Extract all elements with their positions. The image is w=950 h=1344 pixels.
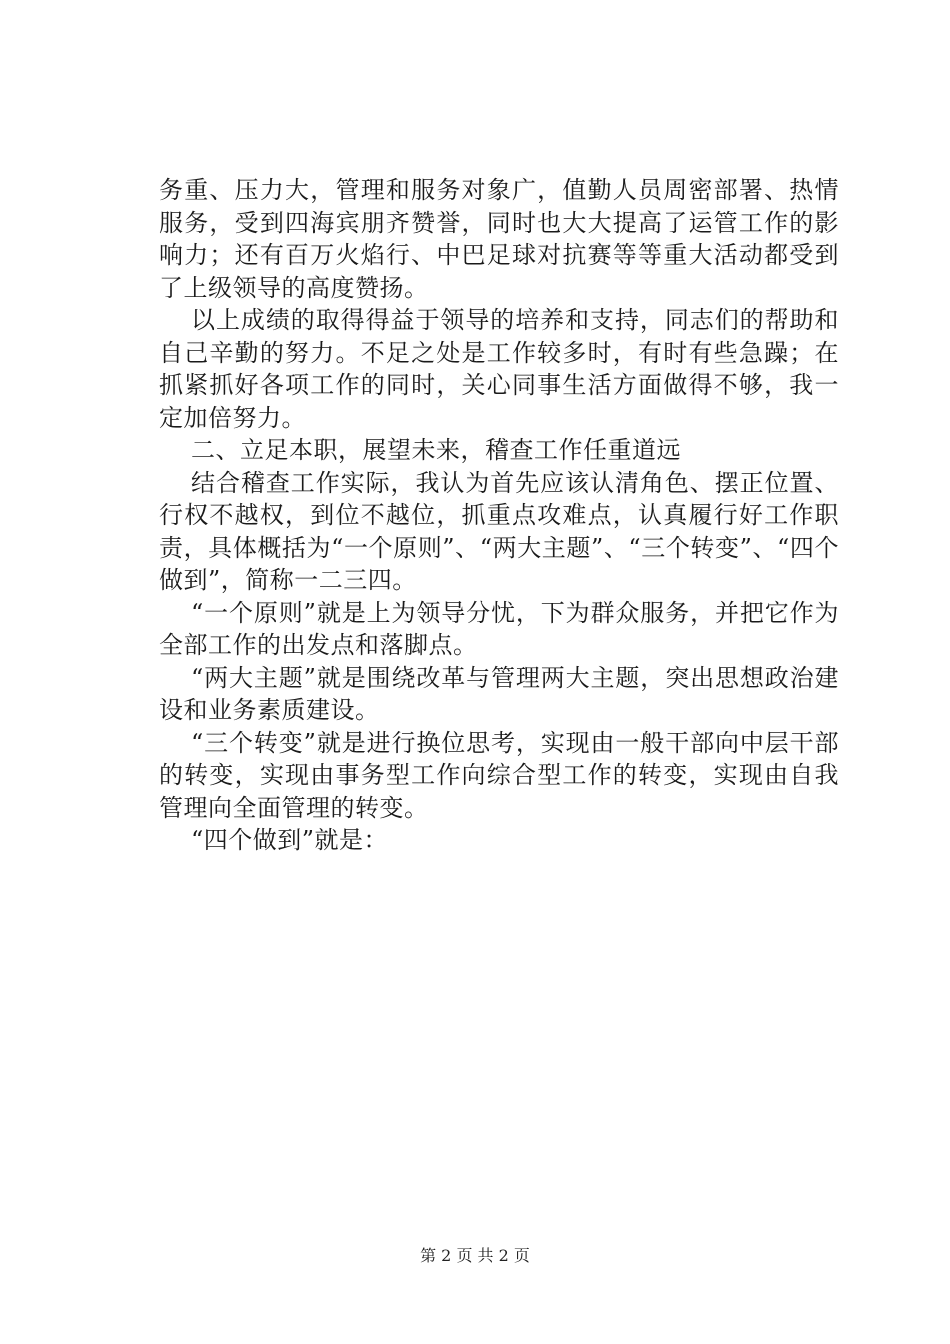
paragraph-7: “四个做到”就是：	[191, 826, 389, 854]
page-footer: 第 2 页 共 2 页	[420, 1246, 530, 1265]
paragraph-6: “三个转变”就是进行换位思考，实现由一般干部向中层干部的转变，实现由事务型工作向综合型工作的转变，实现由自我管理向全面管理的转变。	[159, 728, 839, 822]
paragraph-2: 以上成绩的取得得益于领导的培养和支持，同志们的帮助和自己辛勤的努力。不足之处是工作较多时，有时有些急躁；在抓紧抓好各项工作的同时，关心同事生活方面做得不够，我一定加倍努力。	[159, 306, 839, 432]
document-body	[159, 174, 839, 857]
section-heading: 二、立足本职，展望未来，稽查工作任重道远	[191, 436, 681, 464]
paragraph-3: 结合稽查工作实际，我认为首先应该认清角色、摆正位置、行权不越权，到位不越位，抓重点攻难点，认真履行好工作职责，具体概括为“一个原则”、“两大主题”、“三个转变”、“四个做到”，简称一二三四。	[159, 468, 839, 594]
paragraph-4: “一个原则”就是上为领导分忧，下为群众服务，并把它作为全部工作的出发点和落脚点。	[159, 598, 839, 659]
paragraph-5: “两大主题”就是围绕改革与管理两大主题，突出思想政治建设和业务素质建设。	[159, 663, 839, 724]
paragraph-1: 务重、压力大，管理和服务对象广，值勤人员周密部署、热情服务，受到四海宾朋齐赞誉，同时也大大提高了运管工作的影响力；还有百万火焰行、中巴足球对抗赛等等重大活动都受到了上级领导的高度赞扬。	[159, 176, 839, 302]
